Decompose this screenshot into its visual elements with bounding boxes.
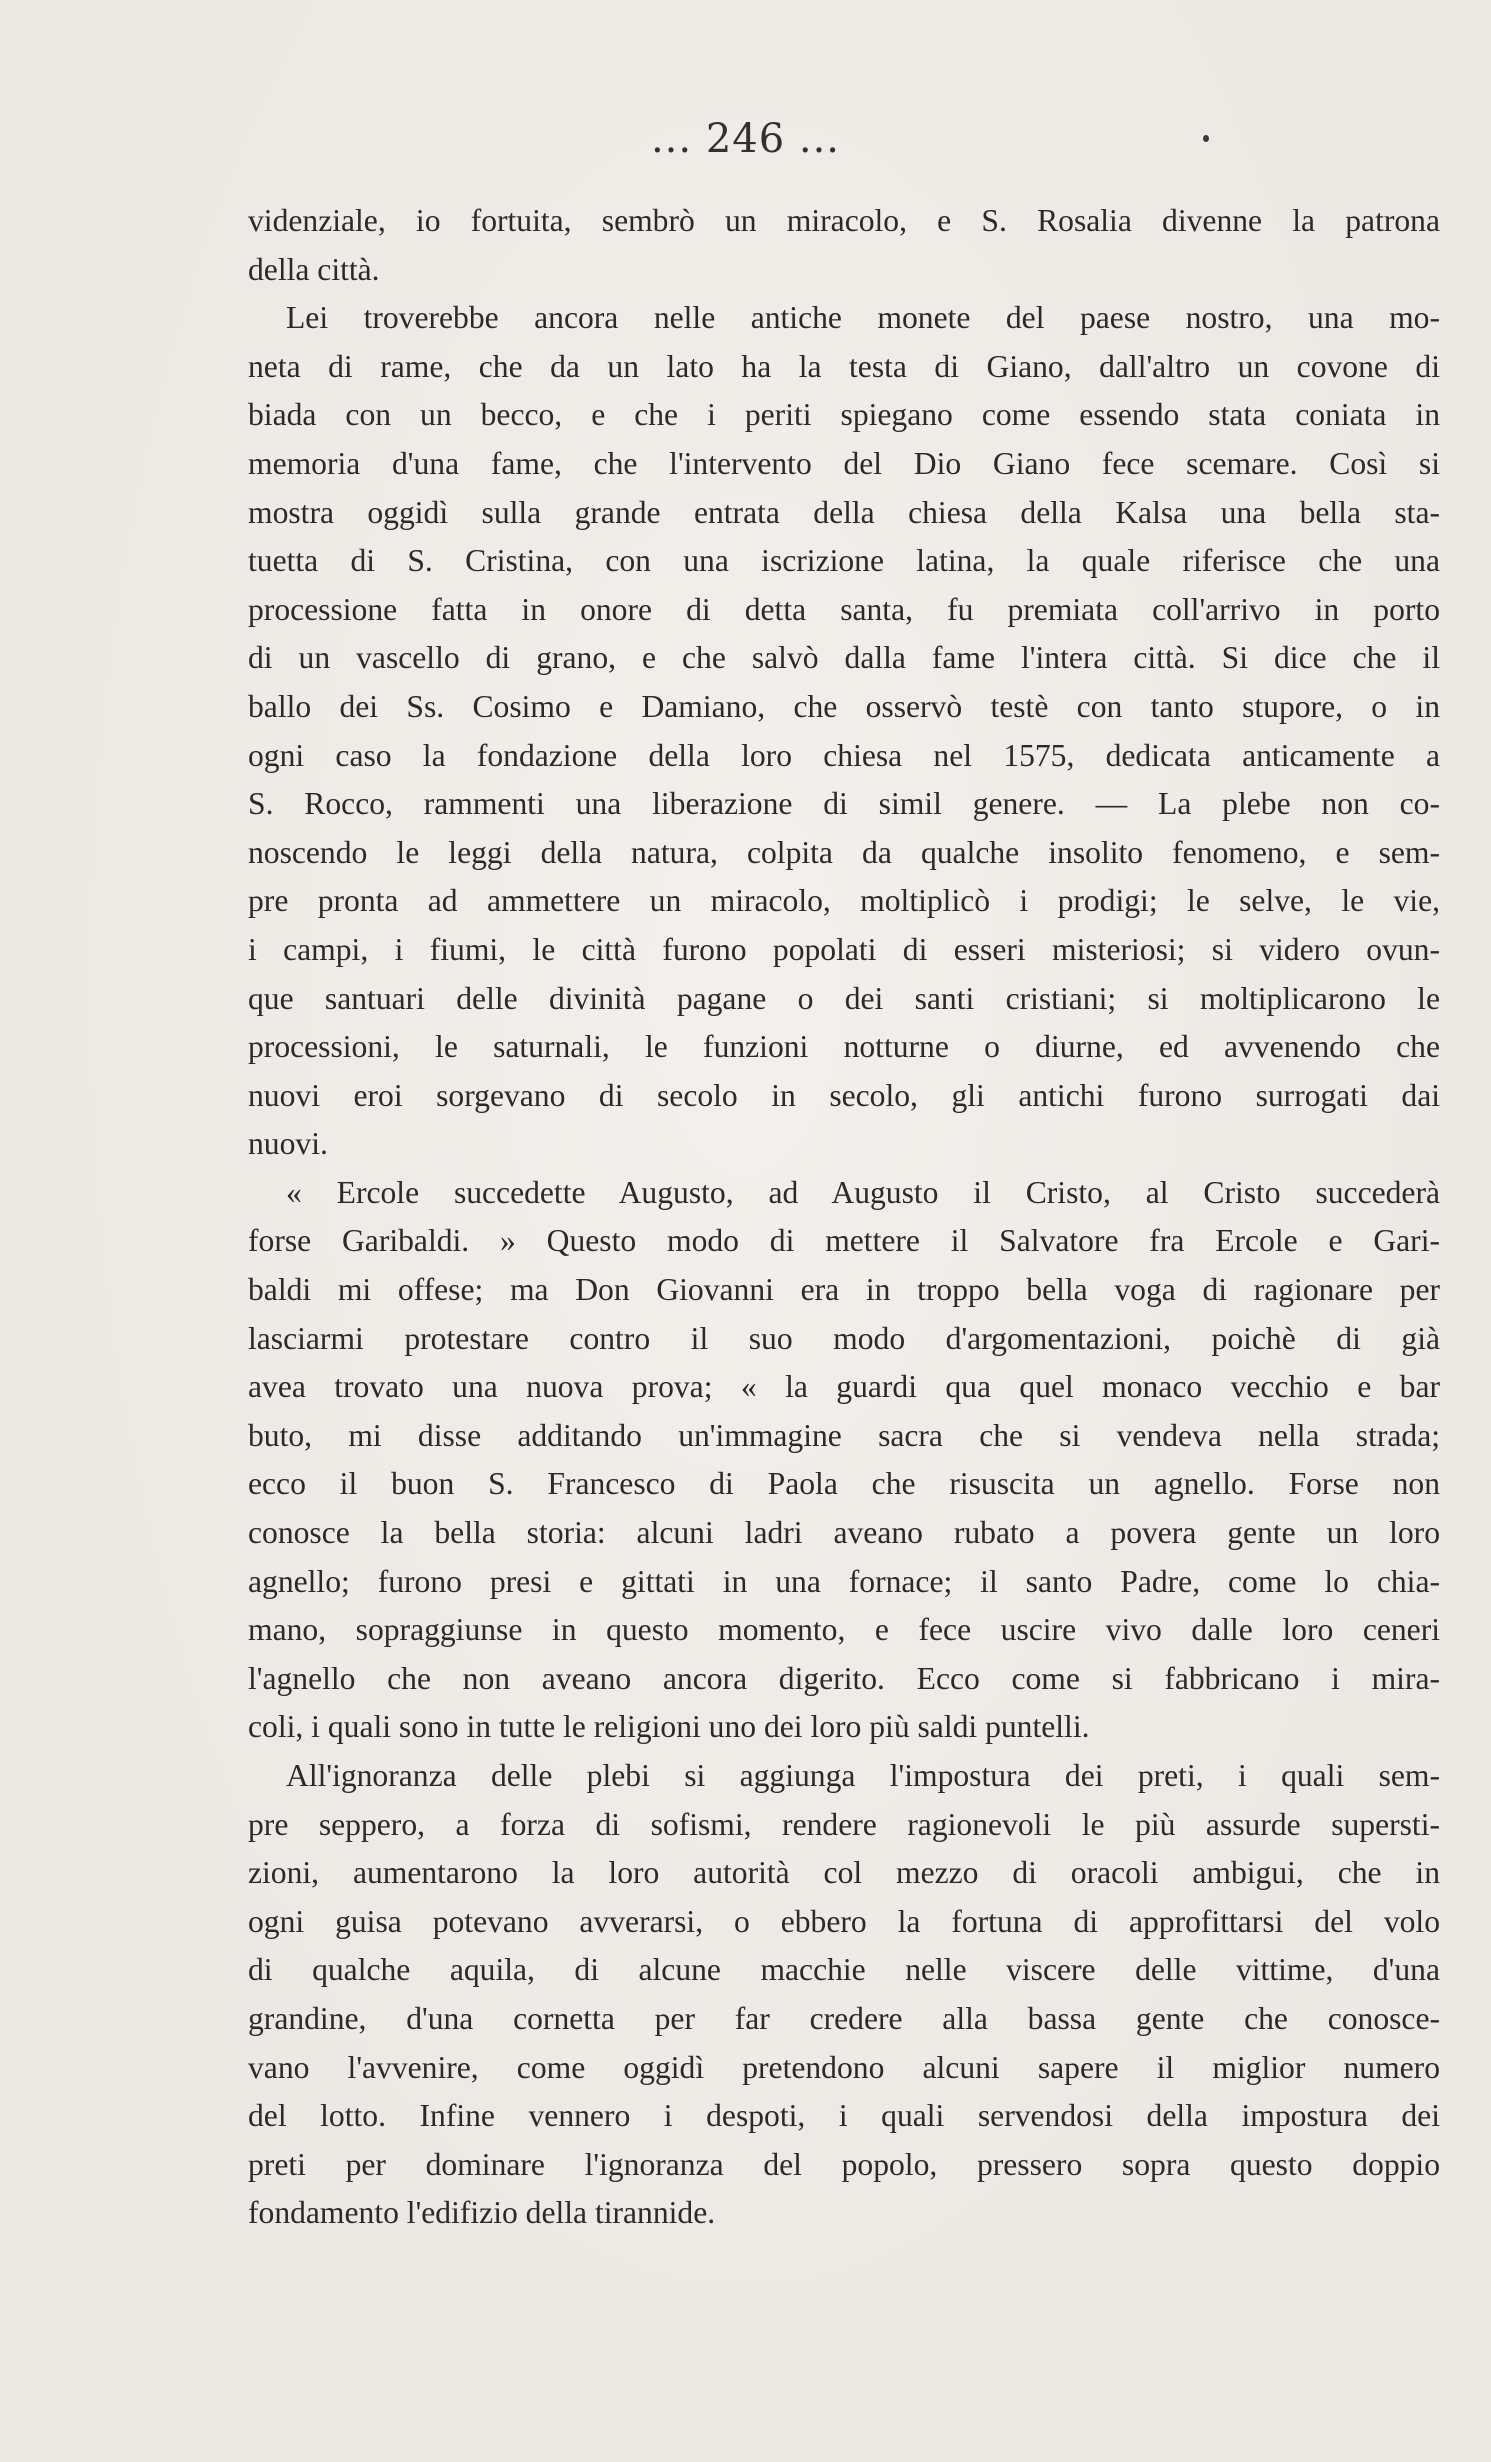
text-line: que santuari delle divinità pagane o dei santi cristiani; si moltiplicarono le: [248, 980, 1440, 1016]
text-line: videnziale, io fortuita, sembrò un miracolo, e S. Rosalia divenne la patrona: [248, 203, 1440, 238]
text-line: noscendo le leggi della natura, colpita da qualche insolito fenomeno, e sem-: [248, 834, 1440, 870]
text-line: processioni, le saturnali, le funzioni notturne o diurne, ed avvenendo che: [248, 1029, 1440, 1065]
text-line: mano, sopraggiunse in questo momento, e fece uscire vivo dalle loro ceneri: [248, 1612, 1440, 1648]
text-line: memoria d'una fame, che l'intervento del Dio Giano fece scemare. Così si: [248, 445, 1440, 481]
text-line: nuovi eroi sorgevano di secolo in secolo, gli antichi furono surrogati dai: [248, 1077, 1440, 1113]
text-line: della città.: [248, 251, 380, 287]
text-line: di qualche aquila, di alcune macchie nelle viscere delle vittime, d'una: [248, 1952, 1440, 1988]
text-line: i campi, i fiumi, le città furono popolati di esseri misteriosi; si videro ovun-: [248, 931, 1440, 967]
text-line: di un vascello di grano, e che salvò dalla fame l'intera città. Si dice che il: [248, 640, 1440, 676]
text-line: coli, i quali sono in tutte le religioni uno dei loro più saldi puntelli.: [248, 1709, 1090, 1745]
ink-speck: [1203, 135, 1209, 142]
text-line: conosce la bella storia: alcuni ladri aveano rubato a povera gente un loro: [248, 1515, 1440, 1551]
text-line: biada con un becco, e che i periti spiegano come essendo stata coniata in: [248, 397, 1440, 433]
text-line: mostra oggidì sulla grande entrata della chiesa della Kalsa una bella sta-: [248, 494, 1440, 530]
text-line: pre pronta ad ammettere un miracolo, moltiplicò i prodigi; le selve, le vie,: [248, 883, 1440, 919]
text-line: buto, mi disse additando un'immagine sacra che si vendeva nella strada;: [248, 1417, 1440, 1453]
text-line: « Ercole succedette Augusto, ad Augusto il Cristo, al Cristo succederà: [286, 1174, 1440, 1210]
text-line: neta di rame, che da un lato ha la testa di Giano, dall'altro un covone di: [248, 348, 1440, 384]
text-line: preti per dominare l'ignoranza del popolo, pressero sopra questo doppio: [248, 2146, 1440, 2182]
text-line: ecco il buon S. Francesco di Paola che risuscita un agnello. Forse non: [248, 1466, 1440, 1502]
text-line: ballo dei Ss. Cosimo e Damiano, che osservò testè con tanto stupore, o in: [248, 688, 1440, 724]
text-line: agnello; furono presi e gittati in una fornace; il santo Padre, come lo chia-: [248, 1563, 1440, 1599]
page-number: ... 246 ...: [650, 116, 841, 162]
text-line: forse Garibaldi. » Questo modo di mettere il Salvatore fra Ercole e Gari-: [248, 1223, 1440, 1259]
text-line: Lei troverebbe ancora nelle antiche monete del paese nostro, una mo-: [286, 300, 1440, 336]
text-line: ogni guisa potevano avverarsi, o ebbero la fortuna di approfittarsi del volo: [248, 1903, 1440, 1939]
text-line: tuetta di S. Cristina, con una iscrizione latina, la quale riferisce che una: [248, 543, 1440, 579]
text-line: l'agnello che non aveano ancora digerito. Ecco come si fabbricano i mira-: [248, 1660, 1440, 1696]
body-text: [248, 197, 1440, 2238]
text-line: S. Rocco, rammenti una liberazione di simil genere. — La plebe non co-: [248, 786, 1440, 822]
text-line: zioni, aumentarono la loro autorità col mezzo di oracoli ambigui, che in: [248, 1855, 1440, 1891]
text-line: nuovi.: [248, 1126, 328, 1162]
text-line: All'ignoranza delle plebi si aggiunga l'impostura dei preti, i quali sem-: [286, 1758, 1440, 1793]
text-line: del lotto. Infine vennero i despoti, i quali servendosi della impostura dei: [248, 2098, 1440, 2134]
text-line: grandine, d'una cornetta per far credere alla bassa gente che conosce-: [248, 2000, 1440, 2036]
text-line: fondamento l'edifizio della tirannide.: [248, 2195, 716, 2231]
text-line: processione fatta in onore di detta santa, fu premiata coll'arrivo in porto: [248, 591, 1440, 627]
text-line: vano l'avvenire, come oggidì pretendono alcuni sapere il miglior numero: [248, 2049, 1440, 2085]
text-line: ogni caso la fondazione della loro chiesa nel 1575, dedicata anticamente a: [248, 737, 1440, 773]
text-line: baldi mi offese; ma Don Giovanni era in troppo bella voga di ragionare per: [248, 1272, 1440, 1308]
text-line: avea trovato una nuova prova; « la guardi qua quel monaco vecchio e bar: [248, 1369, 1440, 1405]
text-line: pre seppero, a forza di sofismi, rendere ragionevoli le più assurde supersti-: [248, 1806, 1440, 1842]
text-line: lasciarmi protestare contro il suo modo d'argomentazioni, poichè di già: [248, 1320, 1440, 1356]
